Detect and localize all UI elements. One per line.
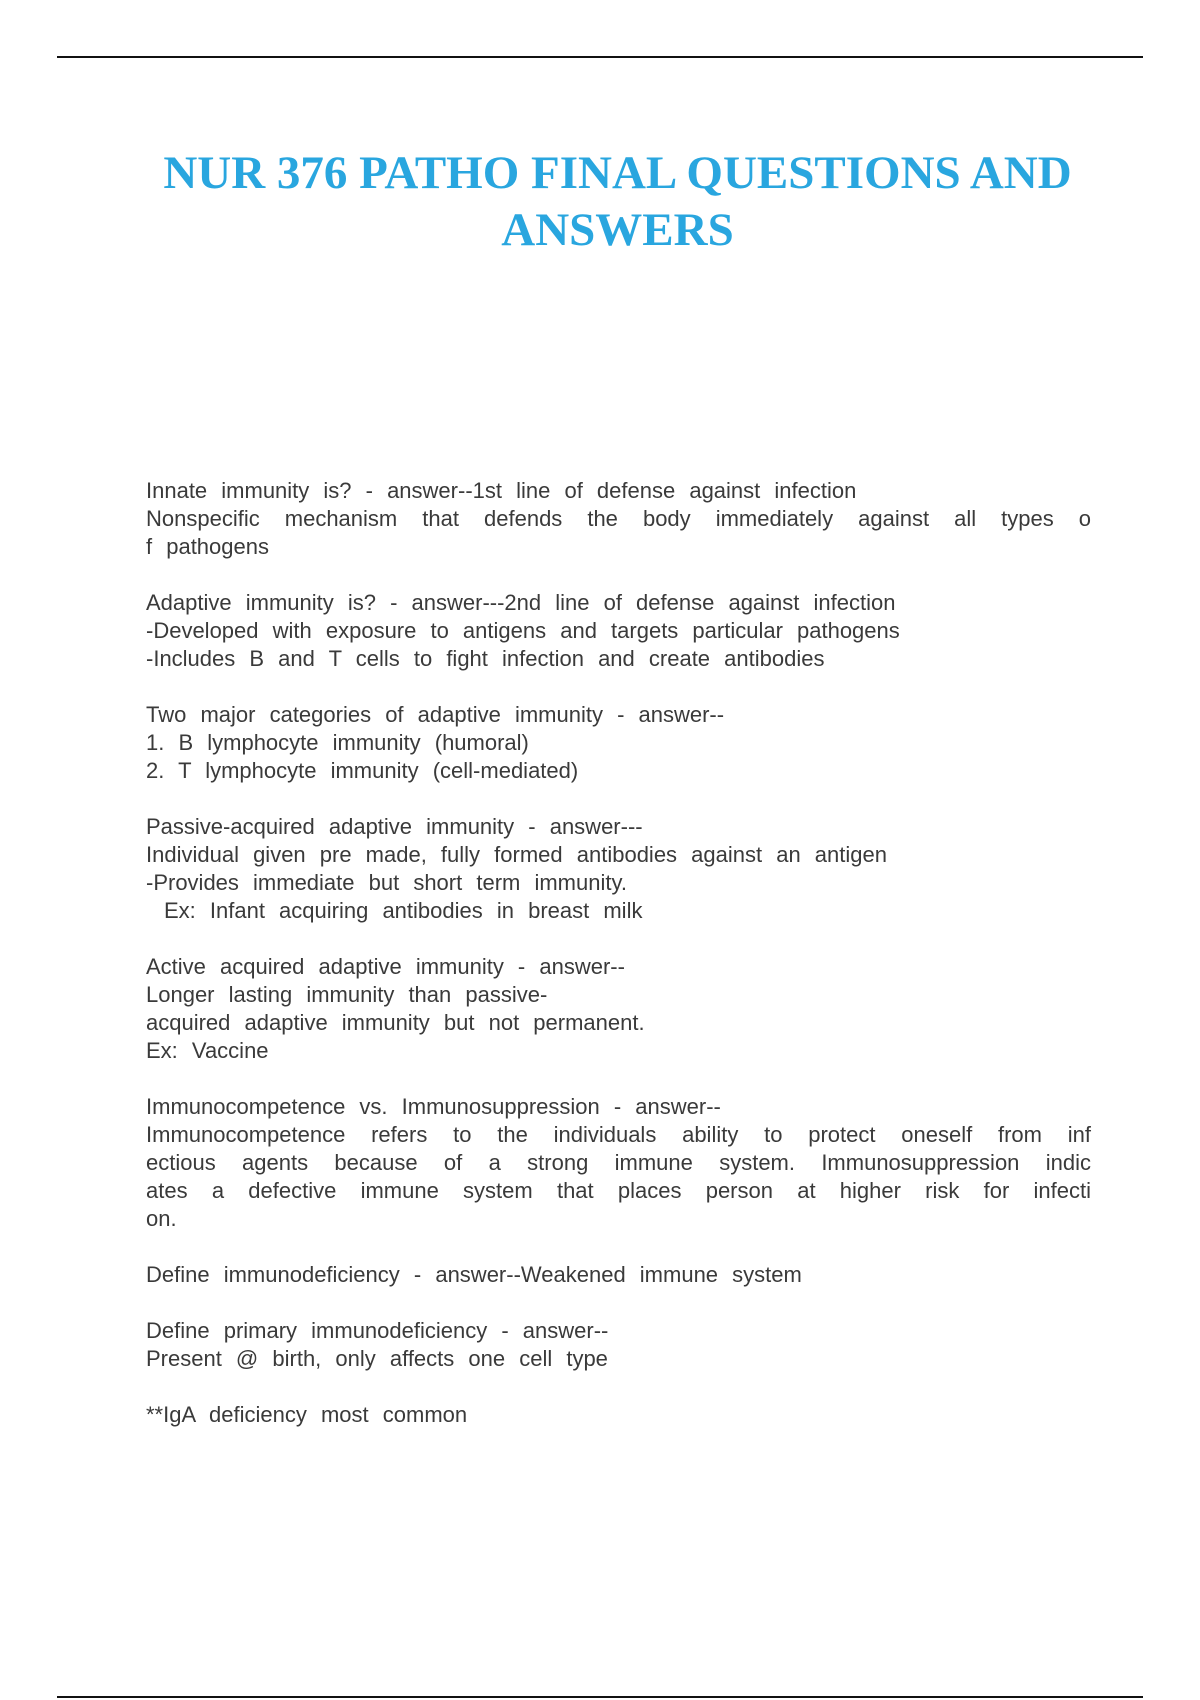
answer-line: 2. T lymphocyte immunity (cell-mediated) bbox=[146, 758, 579, 783]
question-line: Innate immunity is? - answer--1st line of defense against infection bbox=[146, 478, 857, 503]
answer-line: Ex: Infant acquiring antibodies in breast milk bbox=[164, 898, 643, 923]
question-line: Active acquired adaptive immunity - answer-- bbox=[146, 954, 625, 979]
qa-item-immunocompetence bbox=[146, 1093, 1091, 1233]
answer-line: Ex: Vaccine bbox=[146, 1038, 269, 1063]
qa-item-immunodeficiency bbox=[146, 1261, 1091, 1289]
question-line: Adaptive immunity is? - answer---2nd line of defense against infection bbox=[146, 590, 896, 615]
qa-item-primary-immunodeficiency bbox=[146, 1317, 1091, 1373]
question-line: Define immunodeficiency - answer--Weakened immune system bbox=[146, 1262, 802, 1287]
answer-line: Immunocompetence refers to the individuals ability to protect oneself from inf bbox=[146, 1122, 1091, 1147]
answer-line: ates a defective immune system that places person at higher risk for infecti bbox=[146, 1178, 1091, 1203]
answer-line: Nonspecific mechanism that defends the body immediately against all types o bbox=[146, 506, 1091, 531]
qa-list bbox=[146, 477, 1091, 1457]
qa-item-adaptive-categories bbox=[146, 701, 1091, 785]
answer-line: acquired adaptive immunity but not permanent. bbox=[146, 1010, 645, 1035]
question-line: Define primary immunodeficiency - answer-- bbox=[146, 1318, 609, 1343]
answer-line: -Developed with exposure to antigens and targets particular pathogens bbox=[146, 618, 900, 643]
question-line: Immunocompetence vs. Immunosuppression - answer-- bbox=[146, 1094, 721, 1119]
qa-item-adaptive-immunity bbox=[146, 589, 1091, 673]
answer-line: Longer lasting immunity than passive- bbox=[146, 982, 548, 1007]
qa-item-innate-immunity bbox=[146, 477, 1091, 561]
answer-line: ectious agents because of a strong immune system. Immunosuppression indic bbox=[146, 1150, 1091, 1175]
qa-item-iga-deficiency bbox=[146, 1401, 1091, 1429]
bottom-divider bbox=[57, 1696, 1143, 1698]
answer-line: Individual given pre made, fully formed antibodies against an antigen bbox=[146, 842, 887, 867]
answer-line: -Includes B and T cells to fight infection and create antibodies bbox=[146, 646, 825, 671]
qa-item-active-immunity bbox=[146, 953, 1091, 1065]
question-line: Two major categories of adaptive immunity - answer-- bbox=[146, 702, 725, 727]
qa-item-passive-immunity bbox=[146, 813, 1091, 925]
question-line: Passive-acquired adaptive immunity - answer--- bbox=[146, 814, 643, 839]
top-divider bbox=[57, 56, 1143, 58]
answer-line: f pathogens bbox=[146, 534, 269, 559]
document-title: NUR 376 PATHO FINAL QUESTIONS AND ANSWERS bbox=[163, 147, 1072, 256]
answer-line: -Provides immediate but short term immunity. bbox=[146, 870, 627, 895]
answer-line: Present @ birth, only affects one cell type bbox=[146, 1346, 608, 1371]
answer-line: on. bbox=[146, 1206, 177, 1231]
note-line: **IgA deficiency most common bbox=[146, 1402, 468, 1427]
answer-line: 1. B lymphocyte immunity (humoral) bbox=[146, 730, 529, 755]
